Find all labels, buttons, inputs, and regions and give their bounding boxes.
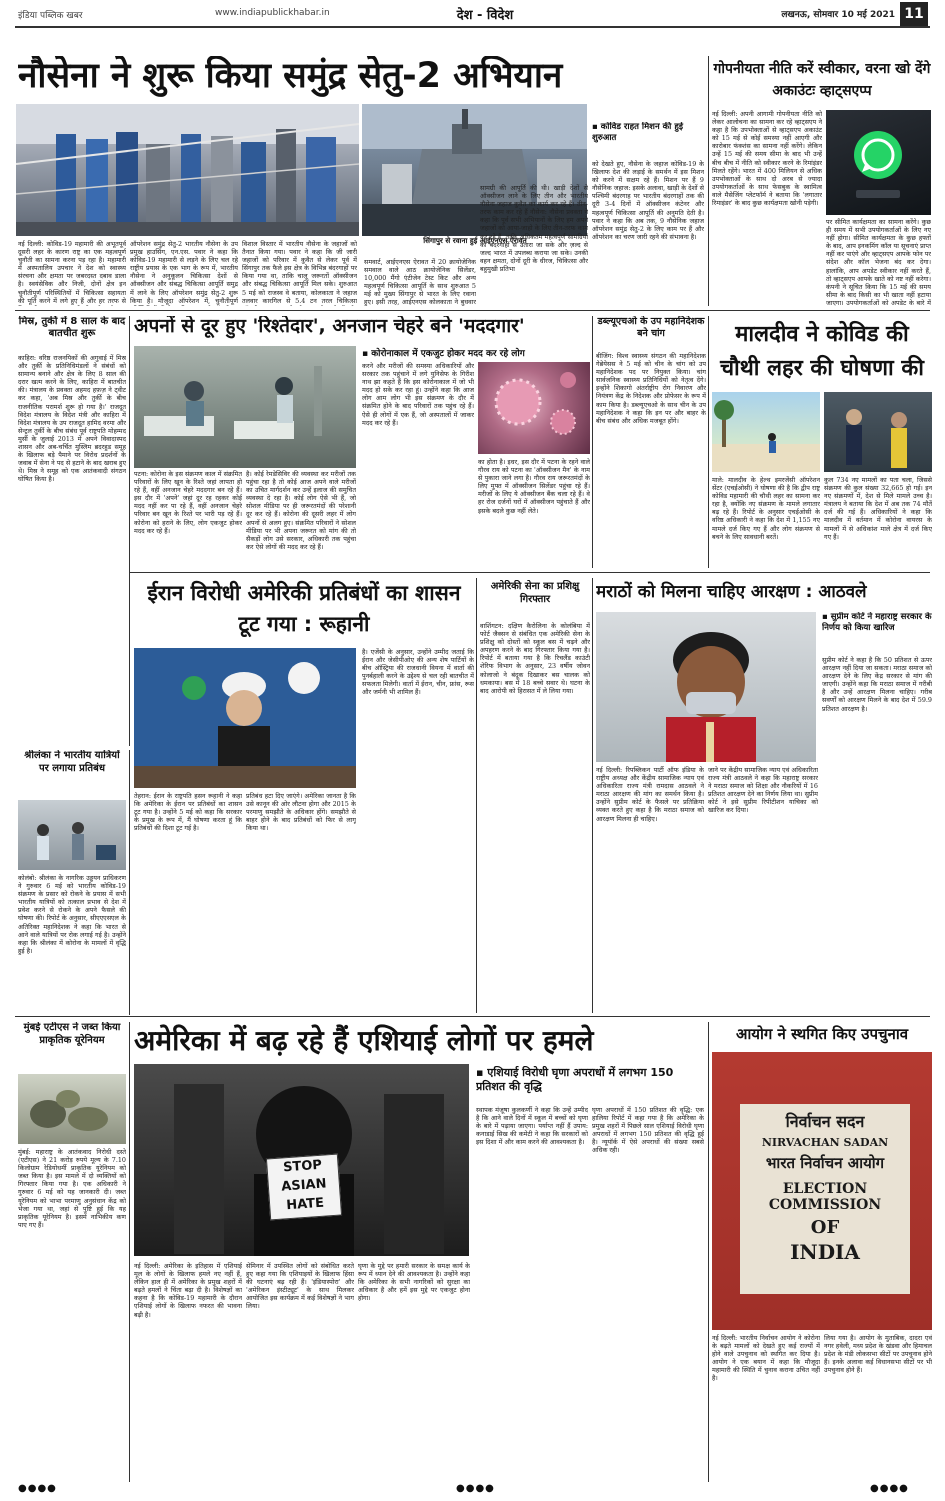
story1-headline: नौसेना ने शुरू किया समुंद्र सेतु-2 अभियान (18, 56, 563, 96)
story9-body: वाशिंगटन: दक्षिण कैरोलिना के कोलंबिया में फोर्ट जैक्सन से संबंधित एक अमेरिकी सेना के प्रशिक्षु को दोस्तों को स्कूल बस में चढ़ने और अपहरण करने के बाद गिरफ्तार किया गया है। रिपोर्ट में बताया गया है कि रिचलैंड काउंटी शेरिफ विभाग के अनुसार, 23 वर्षीय जोवन कोलाजो ने बंदूक दिखाकर बस चालक को धमकाया। बस में 18 बच्चे सवार थे। घटना के बाद आरोपी को हिरासत में ले लिया गया। (480, 622, 590, 695)
header-rule (15, 26, 930, 28)
story1-col3: विशाल विस्तार में भारतीय नौसेना के जहाजों को तैनात किया गया। पवार ने कहा कि जी जारी जहाजों को परिवार में कुवैत से लेकर पूर्व में सिंगापुर तक फैले इस क्षेत्र के विभिन्न बंदरगाहों पर किया गया था, ताकि चालू जरूरतों ऑक्सीजन और संबद्ध चिकित्सा आपूर्ति मिल सके। शुरुआत 5 मई को राजस्व वे बताया, कोलकाता ने जहाज तलवार कारगिल से 5.4 टन तरल चिकित्सा (242, 240, 357, 305)
stop-asian-hate-sign (266, 1154, 342, 1221)
whatsapp-icon (826, 110, 931, 215)
story6-headline: मालदीव ने कोविड की चौथी लहर की घोषणा की (720, 322, 924, 381)
uranium-illustration (18, 1074, 126, 1144)
athawale-photo (596, 612, 816, 762)
story8-col3: है। एजेंसी के अनुसार, उन्होंने उम्मीद जताई कि ईरान और जेसीपीओए की अन्य शेष पार्टियों के बीच ऑस्ट्रिया की राजधानी वियना में वार्ता की पुनर्बहाली करने के उद्देश्य से चल रही बातचीत में सफलता मिलेगी। वार्ता में ईरान, चीन, फ्रांस, रूस और जर्मनी भी शामिल हैं। (362, 648, 474, 697)
story1-col6: को देखते हुए, नौसेना के जहाज कोविड-19 के खिलाफ देश की लड़ाई के समर्थन में इस मिशन को करने में सक्षम रहे हैं। मिशन पर हैं 9 नौसेनिक जहाज: इसके अलावा, खाड़ी के देशों से पश्चिमी बंदरगाह पर भारतीय बंदरगाहों तक की दूरी 3-4 दिनों में ऑक्सीजन कंटेनर और महत्वपूर्ण चिकित्सा आपूर्ति की अनुमति देती है। पवार ने कहा कि अब तक, 9 नौसेनिक जहाज ऑपरेशन समुंद्र सेतु-2 के लिए काम पर हैं और ऑपरेशन का चरण जारी रहने की संभावना है। (592, 160, 704, 241)
story12-col1: नई दिल्ली: अमेरिका के इतिहास में एशियाई मूल के लोगों के खिलाफ हमले नए नहीं हैं, लेकिन हाल ही में अमेरिका के प्रमुख शहरों में बढ़ते हमलों ने चिंता बढ़ा दी है। विशेषज्ञों का कहना है कि कोविड-19 महामारी के दौरान एशियाई लोगों के खिलाफ नफरत की भावना बढ़ी है। (134, 1262, 242, 1319)
website-link[interactable]: www.indiapublickhabar.in (215, 8, 330, 18)
footer-dots-left: ●●●● (18, 1483, 57, 1494)
story4-headline: अपनों से दूर हुए 'रिश्तेदार', अनजान चेहरे बने 'मददगार' (134, 316, 525, 337)
athawale-illustration (596, 612, 816, 762)
story7-body: कोलंबो: श्रीलंका के नागरिक उड्डयन प्राधिकरण ने गुरुवार 6 मई को भारतीय कोविड-19 संक्रमण के प्रसार को रोकने के प्रयास में सभी भारतीय यात्रियों को तत्काल प्रभाव से देश में प्रवेश करने से रोकने के अपने फैसले की घोषणा की। रिपोर्ट के अनुसार, सीएएएसएल के अतिरिक्त महानिदेशक ने कहा कि भारत से आने वाले यात्रियों पर रोक लगाई गई है। उन्होंने कहा कि श्रीलंका में कोरोना के मामलों में वृद्धि हुई है। (18, 874, 126, 955)
rouhani-photo (134, 648, 356, 788)
story10-col3: सुप्रीम कोर्ट ने कहा है कि 50 प्रतिशत से ऊपर आरक्षण नहीं दिया जा सकता। मराठा समाज को आरक्षण देने के लिए केंद्र सरकार से मांग की जाएगी। उन्होंने कहा कि मराठा समाज में गरीबी है और उन्हें आरक्षण मिलना चाहिए। गरीब सवर्णों को आरक्षण मिलने के बाद देश में 59.9 प्रतिशत आरक्षण है। (822, 656, 932, 713)
story12-col4: स्थापक मंजूषा कुलकर्णी ने कहा कि उन्हें उम्मीद है कि आने वाले दिनों में स्कूल में बच्चों को घृणा के बारे में पढ़ाया जाएगा। पर्याप्त नहीं हैं उपाय: कनाडाई सिख की कमेटी ने कहा कि सरकारों को इस दिशा में और काम करने की आवश्यकता है। (476, 1106, 588, 1147)
story1-col5: सामग्री की आपूर्ति की थी। खाड़ी देशों से ऑक्सीजन लाने के लिए तीन और भारतीय नौसेना जहाज कुवैत का कार्य कर रहे हैं। तीन-तरफ काम कर रहे हैं नौसेना: नौसेना प्रवक्ता ने कहा कि पूर्व सभी अभियानों के लिए हम अपने जहाजों को आया-जाहो के लिए तीन-तरफ काम कर रहे हैं, ताकि अधिकतम महत्वपूर्ण सामग्रियों को बंदरगाहों से उतारा जा सके और ज़ल्द से जल्द भारत में उपलब्ध कराया जा सके। उनकी वहन क्षमता, दोनों दूरी के धीरज, चिकित्सा और बहुमुखी प्रतिभा (480, 184, 588, 273)
sign-india: INDIA (790, 1240, 860, 1264)
column-rule (129, 316, 130, 746)
story11-body: मुंबई: महाराष्ट्र के आतंकवाद निरोधी दस्ते (एटीएस) ने 21 करोड़ रुपये मूल्य के 7.10 किलोग्राम रेडियोधर्मी प्राकृतिक यूरेनियम को जब्त किया है। इस मामले में दो व्यक्तियों को गिरफ्तार किया गया है। एक अधिकारी ने गुरुवार 6 मई को यह जानकारी दी। जब्त यूरेनियम को भाभा परमाणु अनुसंधान केंद्र को भेजा गया था, जहां से पुष्टि हुई कि यह प्राकृतिक यूरेनियम है। इसमें नाभिकीय कण पाए गए हैं। (18, 1148, 126, 1229)
story8-col1: तेहरान: ईरान के राष्ट्रपति हसन रूहानी ने कहा कि अमेरिका के ईरान पर प्रतिबंधों का शासन टूट गया है। उन्होंने 5 मई को कहा कि सरकार के प्रमुख के रूप में, मैं घोषणा करता हूं कि प्रतिबंधों की दिशा टूट गई है। (134, 792, 242, 833)
whatsapp-photo (826, 110, 931, 215)
sign-hindi-sadan: निर्वाचन सदन (785, 1112, 865, 1131)
story1-col2: ऑपरेशन समुंद्र सेतु-2 भारतीय नौसेना के उप प्रमुख हाउसिंग, एन.एस. पवार ने कहा कि कोविड-19 महामारी से लड़ने के लिए चल रहे राष्ट्रीय प्रयास के एक भाग के रूप में, भारतीय नौसेना ने अनुकूलन चिकित्सा देशों से ऑक्सीजन और संबद्ध चिकित्सा आपूर्ति समुद्र में लाने के लिए ऑपरेशन समुंद्र सेतु-2 शुरू किया है। मौजूदा ऑपरेशन में, चुनौतीपूर्ण (130, 240, 238, 305)
story5-headline: डब्ल्यूएचओ के उप महानिदेशक बने चांग (597, 316, 705, 339)
story4-subheading: ▪ कोरोनाकाल में एकजुट होकर मदद कर रहे लोग (362, 349, 525, 359)
story4-col3: करने और मरीजों की समस्या अधिकारियों और सरकार तक पहुंचाने में लगे युनिसेफ के गिरीश नाथ झा कहते हैं कि इस कोरोनाकाल में जो भी मदद हो सके कर रहा हूं। उन्होंने कहा कि आज लोग आम लोग भी इस संक्रमण के दौर में संक्रमित होने के बाद परिवारों तक पहुंच रहे हैं। ऐसे ही लोगों में एक हैं, जो अस्पतालों में जाकर मदद कर रहे हैं। (362, 362, 474, 427)
story1-col1: नई दिल्ली: कोविड-19 महामारी की अभूतपूर्व दूसरी लहर के कारण राष्ट्र का एक महत्वपूर्ण चुनौती का सामना करना पड़ रहा है। महामारी में अस्पतालिय उपचार ने देश को स्वास्थ्य संरचना और क्षमता पर जबरदस्त दबाव डाला है। स्वयंसेविक और निजी, दोनों क्षेत्र इन चुनौतीपूर्ण परिस्थितियों में चिकित्सा सहायता की पूर्ति करने में लगे हुए हैं और हर तरफ से (18, 240, 126, 305)
column-rule (592, 578, 593, 1013)
story3-body: काहिरा: वरिष्ठ राजनयिकों की अगुवाई में मिस्र और तुर्की के प्रतिनिधिमंडलों ने संबंधों को सामान्य बनाने और क्षेत्र के लिए 8 साल की दरार खत्म करने के लिए, काहिरा में बातचीत की। मंत्रालय के प्रवक्ता अहमद हफ़ज़ ने ट्वीट कर कहा, 'अब मिस्र और तुर्की के बीच राजनीतिक परामर्श शुरू हो गया है।' राजदूत विदेश मंत्रालय के विदेश मंत्री और काहिरा में विदेश मंत्रालय के उप राजदूत हामिद वरमा और सेन्ट्रल तुर्की के बीच संबंध पूर्व राष्ट्रपति मोहम्मद मुर्सी के जुलाई 2013 में अपने विवादास्पद शासन और अब-चर्चित मुस्लिम ब्रदरहुड समूह के खिलाफ बड़े पैमाने पर विरोध प्रदर्शनों के जवाब में सेना ने पद से हटाने के बाद खराब हुए थे। मिस्र ने समूह को एक आतंकवादी संगठन घोषित किया है। (18, 354, 126, 484)
story12-col5: घृणा अपराधों में 150 प्रतिशत की वृद्धि: एक हालिया रिपोर्ट में कहा गया है कि अमेरिका के प्रमुख शहरों में पिछले साल एशियाई विरोधी घृणा अपराधों में लगभग 150 प्रतिशत की वृद्धि हुई है। न्यूयॉर्क में ऐसे अपराधों की संख्या सबसे अधिक रही। (592, 1106, 704, 1155)
story12-col2: सेमिनार में उपस्थित लोगों को संबोधित करते हुए कहा गया कि एशियाइयों के खिलाफ हिंसा की घटनाएं बढ़ रही हैं। 'इंडियास्पोरा' और 'अमेरिकन इंस्टीट्यूट' के साथ मिलकर आयोजित इस कार्यक्रम में कई विशेषज्ञों ने भाग लिया। (246, 1262, 354, 1311)
story4-col1: पटना: कोरोना के इस संक्रमण काल में संक्रमित परिवारों के लिए खून के रिश्ते जहां लापता हो रहे हैं, वहीं अनजान चेहरे मददगार बन रहे हैं। इस दौर में 'अपने' जहां दूर रह रहकर कोई मदद नहीं कर पा रहे हैं, वहीं अनजान चेहरे परिवार बन खून के रिश्ते पर भारी पड़ रहे हैं। कोरोना को हराने के लिए, लोग एकजुट होकर मदद कर रहे हैं। (134, 470, 242, 535)
story7-headline: श्रीलंका ने भारतीय यात्रियों पर लगाया प्रतिबंध (24, 750, 120, 774)
story4-col4: का होता है। इधर, इस दौर में पटना के रहने वाले गौरव राय को पटना का 'ऑक्सीजन मैन' के नाम से पुकारा जाने लगा है। गौरव राय जरूरतमंदों के लिए मुफ्त में ऑक्सीजन सिलेंडर पहुंचा रहे हैं। मरीजों के लिए ये ऑक्सीजन बैंक चला रहे हैं। वे हर रोज दर्जनों घरों में ऑक्सीजन पहुंचाते हैं और इसके बदले कुछ नहीं लेते। (478, 458, 590, 515)
footer-dots-right: ●●●● (870, 1483, 909, 1494)
hospital-illustration (134, 346, 356, 468)
airport-illustration (18, 800, 126, 870)
story12-sub-bullet: एशियाई विरोधी घृणा अपराधों में लगभग 150 प्रतिशत की वृद्धि (476, 1066, 674, 1093)
footer-dots-center: ●●●● (456, 1483, 495, 1494)
story8-col2: प्रतिबंध हटा दिए जाएंगे। अमेरिका जानता है कि उसे कानून की ओर लौटना होगा और 2015 के परमाणु समझौते के अधिकार होंगे। समझौते से बाहर होने के बाद प्रतिबंधों को फिर से लागू किया था। (246, 792, 356, 833)
srilanka-photo-airport (18, 800, 126, 870)
story2-col2: पर सीमित कार्यक्षमता का सामना करेंगे। कुछ ही समय में सभी उपयोगकर्ताओं के लिए नए नहीं होगा। सीमित कार्यक्षमता के कुछ हफ्तों के बाद, आप इनकमिंग कॉल या सूचनाएं प्राप्त नहीं कर पाएंगे और व्हाट्सएप आपके फोन पर संदेश और कॉल भेजना बंद कर देगा। हालांकि, आप अपडेट स्वीकार नहीं करते हैं, तो व्हाट्सएप आपके खाते को नष्ट नहीं करेगा। कंपनी ने सूचित किया कि 15 मई की समय सीमा के बाद किसी का भी खाता नहीं हटाया जाएगा। उपयोगकर्ताओं को अपडेट के बारे में (826, 218, 931, 306)
story1-subheading: ▪ कोविड राहत मिशन की हुई शुरुआत (592, 122, 684, 143)
sign-line-2: ASIAN (280, 1176, 327, 1195)
story1-photo-caption: सिंगापुर से रवाना हुई आईएनएस ऐरावत (423, 236, 527, 245)
dateline: लखनऊ, सोमवार 10 मई 2021 (781, 10, 895, 20)
sign-line-3: HATE (285, 1195, 325, 1214)
sign-line-1: STOP (282, 1157, 323, 1176)
story9-headline: अमेरिकी सेना का प्रशिक्षु गिरफ्तार (490, 581, 580, 605)
story10-headline: मराठों को मिलना चाहिए आरक्षण : आठवले (596, 582, 867, 602)
uranium-photo (18, 1074, 126, 1144)
page-number: 11 (900, 2, 928, 26)
story12-col3: घृणा के मुद्दे पर हमारी सरकार के समक्ष कार्य के रूप में ध्यान देने की आवश्यकता है। उन्होंने कहा कि अमेरिका के सभी नागरिकों को सुरक्षा का अधिकार है और हमें इस मुद्दे पर एकजुट होना होगा। (358, 1262, 470, 1303)
section-rule (130, 572, 930, 573)
maldives-photo-beach (712, 392, 820, 472)
story12-headline: अमेरिका में बढ़ रहे हैं एशियाई लोगों पर हमले (134, 1024, 594, 1057)
story10-subheading: ▪ सुप्रीम कोर्ट ने महाराष्ट्र सरकार के निर्णय को किया खारिज (822, 612, 932, 633)
story4-sub-bullet: कोरोनाकाल में एकजुट होकर मदद कर रहे लोग (371, 349, 525, 359)
story4-col2: है। कोई रेमडेसिविर की व्यवस्था कर मरीजों तक पहुंचा रहा है तो कोई आज अपने वाले मरीजों का उचित मार्गदर्शन कर उन्हें इलाज की समुचित व्यवस्था दे रहा है। कोई लोग ऐसे भी हैं, जो सोशल मीडिया पर ही जरूरतमंदों की परेशानी दूर कर रहे हैं। कोरोना की दूसरी लहर में लोग अपनों से अलग हुए। संक्रमित परिवारों ने सोशल मीडिया पर भी अपना जरूरत को मांग की तो सैकड़ों लोग उसे सरकार, अधिकारी तक पहुंचा कर ऐसे लोगों की मदद कर रहे हैं। (246, 470, 356, 551)
story3-headline: मिस्र, तुर्की में 8 साल के बाद बातचीत शुरू (18, 316, 126, 339)
column-rule (129, 1022, 130, 1482)
publication-name: इंडिया पब्लिक खबर (18, 11, 83, 21)
story1-sub-bullet: कोविड राहत मिशन की हुई शुरुआत (592, 122, 684, 143)
beach-illustration (712, 392, 820, 472)
officials-illustration (824, 392, 932, 472)
maldives-photo-officials (824, 392, 932, 472)
story6-col2: कुल 734 नए मामलों का पता चला, जिससे संक्रमण की कुल संख्या 32,665 हो गई। इन नए संक्रमणों में, देश से मिले मामले उच्च है। मंत्रालय ने बताया कि देश में अब तक 74 मौतें दर्ज की गई हैं। अधिकारियों ने कहा कि मालदीव में वर्तमान में कोरोना वायरस के मामलों में से अधिकांश माले क्षेत्र में दर्ज किए गए हैं। (824, 476, 932, 541)
story5-body: बीजिंग: विश्व स्वास्थ्य संगठन की महानिदेशक गेब्रेयेसस ने 5 मई को चीन के चांग को उप महानिदेशक पद पर नियुक्त किया। चांग सार्वजनिक स्वास्थ्य प्रतिनिधियों को नेतृत्व देंगे। इन्होंने शिकागो अंतर्राष्ट्रीय रोग निवारण और नियंत्रण केंद्र के निदेशक और प्रोफेसर के रूप में काम किया है। डब्ल्यूएचओ के साथ चीन के उप महानिदेशक ने कहा कि इन पर और बाहर के बीच संबंध और अधिक मजबूत होंगे। (596, 352, 706, 425)
column-rule (708, 1022, 709, 1482)
story13-headline: आयोग ने स्थगित किए उपचुनाव (735, 1025, 909, 1043)
story13-col2: लिया गया है। आयोग के मुताबिक, दादरा एवं नगर हवेली, मध्य प्रदेश के खंडवा और हिमाचल प्रदेश के मंडी लोकसभा सीटों पर उपचुनाव होने हैं। इनके अलावा कई विधानसभा सीटों पर भी उपचुनाव होने हैं। (824, 1334, 932, 1375)
sign-hindi-commission: भारत निर्वाचन आयोग (765, 1154, 885, 1172)
story2-col1: नई दिल्ली: अपनी आगामी गोपनीयता नीति को लेकर आलोचना का सामना कर रहे व्हाट्सएप ने कहा है कि उपभोक्ताओं से व्हाट्सएप अकाउंट को 15 मई से कोई समस्या नहीं आएगी और कारोबार फंक्शंस का सामना नहीं करेंगे। लेकिन उन्हें 15 मई की समय सीमा के बाद भी उन्हें बीच बीच में नीति को स्वीकार करने के रिमांइंडर मिलते रहेंगे। भारत में 400 मिलियन से अधिक उपभोक्ताओं के साथ दो अरब से ज्यादा उपयोगकर्ताओं के साथ फेसबुक के स्वामित्व वाले मैसेजिंग प्लेटफॉर्म ने बताया कि 'लगातार रिमाइंडर' के बाद कुछ कार्यक्षमता खोनी पड़ेगी। (712, 110, 822, 208)
stop-asian-hate-photo (134, 1064, 469, 1256)
sign-election-commission: ELECTION COMMISSION (768, 1181, 882, 1213)
story8-headline: ईरान विरोधी अमेरिकी प्रतिबंधों का शासन टूट गया : रूहानी (147, 581, 461, 636)
virus-photo (478, 362, 590, 454)
story10-col2: जाने पर केंद्रीय सामाजिक न्याय एवं अधिकारिता राज्य मंत्री आठवले ने कहा कि महाराष्ट्र सरकार ने मराठा समाज को शिक्षा और नौकरियों में 16 प्रतिशत आरक्षण देने का निर्णय लिया था। सुप्रीम कोर्ट ने इसे सुप्रीम रिपीटीशन याचिका को खारिज कर दिया। (708, 766, 818, 815)
column-rule (708, 316, 709, 568)
story1-col4: समवार्ट, आईएनएस ऐरावत में 20 क्रायोजेनिक समवाल वाले आठ क्रायोजेनिक सिलेंडर, 10,000 मैंगो एंटीजेन टेस्ट किट और अन्य महत्वपूर्ण चिकित्सा आपूर्ति के साथ शुरुआत 5 मई को मुख्य सिंगापुर से भारत के लिए रवाना हुए। इसी तरह, आईएनएस कोलकाता ने बुधवार (364, 258, 476, 306)
story1-photo-containers (16, 104, 359, 236)
story13-col1: नई दिल्ली: भारतीय निर्वाचन आयोग ने कोरोना के बढ़ते मामलों को देखते हुए कई राज्यों में होने वाले उपचुनाव को स्थगित कर दिया है। आयोग ने एक बयान में कहा कि मौजूदा महामारी की स्थिति में चुनाव कराना उचित नहीं है। (712, 1334, 820, 1383)
election-commission-photo (712, 1052, 932, 1330)
story4-photo-hospital (134, 346, 356, 468)
containers-illustration (16, 104, 359, 236)
story10-sub-bullet: सुप्रीम कोर्ट ने महाराष्ट्र सरकार के निर्णय को किया खारिज (822, 612, 932, 633)
column-rule (592, 316, 593, 568)
story12-subheading: ▪ एशियाई विरोधी घृणा अपराधों में लगभग 150 प्रतिशत की वृद्धि (476, 1066, 674, 1093)
column-rule (708, 56, 709, 306)
commission-signboard (740, 1104, 910, 1294)
virus-illustration (478, 362, 590, 454)
section-rule (15, 1016, 930, 1017)
section-rule (15, 310, 930, 311)
sign-of: OF (810, 1217, 840, 1238)
section-title: देश - विदेश (456, 8, 514, 23)
column-rule (476, 578, 477, 1013)
rouhani-illustration (134, 648, 356, 788)
story2-headline: गोपनीयता नीति करें स्वीकार, वरना खो देंगे अकाउंटः व्हाट्सएप्प (713, 61, 931, 99)
sign-nirvachan-sadan: NIRVACHAN SADAN (761, 1136, 889, 1149)
story10-col1: नई दिल्ली: रिपब्लिकन पार्टी ऑफ इंडिया के राष्ट्रीय अध्यक्ष और केंद्रीय सामाजिक न्याय एवं अधिकारिता राज्य मंत्री रामदास आठवले ने मराठा आरक्षण की मांग का समर्थन किया है। उन्होंने सुप्रीम कोर्ट के फैसले पर प्रतिक्रिया व्यक्त करते हुए कहा है कि मराठा समाज को आरक्षण मिलना ही चाहिए। (596, 766, 704, 823)
story6-col1: माले: मालदीव के हेल्थ इमरजेंसी ऑपरेशन सेंटर (एचईओसी) ने घोषणा की है कि द्वीप राष्ट्र कोविड महामारी की चौथी लहर का सामना कर रहा है, क्योंकि नए संक्रमण के मामले लगातार बढ़ रहे हैं। रिपोर्ट के अनुसार एचईओसी के वरिष्ठ अधिकारी ने कहा कि देश में 1,155 नए मामले दर्ज किए गए हैं और लोग संक्रमण से बचने के लिए सावधानी बरतें। (712, 476, 820, 541)
column-rule (129, 750, 130, 1015)
story11-headline: मुंबई एटीएस ने जब्त किया प्राकृतिक यूरेनियम (23, 1022, 121, 1046)
